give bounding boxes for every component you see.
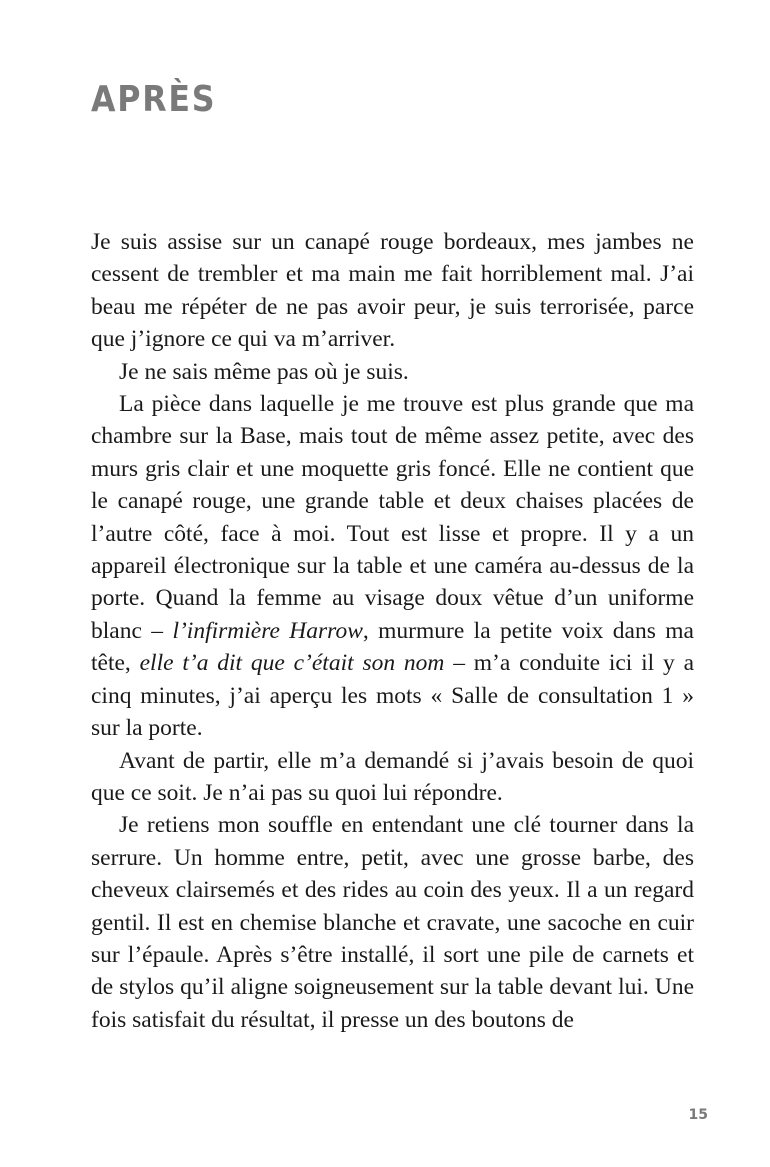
text-segment: Je ne sais même pas où je suis. — [119, 358, 409, 385]
paragraph — [91, 356, 694, 388]
text-segment: La pièce dans laquelle je me trouve est plus grande que ma chambre sur la Base, mais tout de même assez petite, avec des murs gris clair et une moquette gris foncé. Elle ne contient que le canapé rouge, une grande table et deux chaises placées de l’autre côté, face à moi. Tout est lisse et propre. Il y a un appareil électronique sur la table et une caméra au-dessus de la porte. Quand la femme au visage doux vêtue d’un uniforme blanc – — [91, 391, 694, 644]
chapter-title: APRÈS — [91, 79, 217, 120]
text-segment: , murmure la petite voix dans ma tête, — [91, 617, 694, 677]
text-segment: Je suis assise sur un canapé rouge bordeaux, mes jambes ne cessent de trembler et ma main me fait horriblement mal. J’ai beau me répéter de ne pas avoir peur, je suis terrorisée, parce que j’ignore ce qui va m’arriver. — [91, 229, 694, 353]
paragraph — [91, 745, 694, 810]
text-segment: – m’a conduite ici il y a cinq minutes, j’ai aperçu les mots « Salle de consultation 1 » sur la porte. — [91, 650, 695, 742]
text-segment: Avant de partir, elle m’a demandé si j’avais besoin de quoi que ce soit. Je n’ai pas su quoi lui répondre. — [91, 747, 694, 806]
italic-segment: l’infirmière Harrow — [172, 617, 363, 644]
paragraph — [91, 809, 694, 1036]
paragraph — [91, 388, 694, 744]
paragraph — [91, 226, 694, 356]
text-segment: Je retiens mon souffle en entendant une clé tourner dans la serrure. Un homme entre, petit, avec une grosse barbe, des cheveux clairsemés et des rides au coin des yeux. Il a un regard gentil. Il est en chemise blanche et cravate, une sacoche en cuir sur l’épaule. Après s’être installé, il sort une pile de carnets et de stylos qu’il aligne soigneusement sur la table devant lui. Une fois satisfait du résultat, il presse un des boutons de — [91, 812, 694, 1033]
page-number: 15 — [688, 1107, 708, 1123]
body-text — [91, 226, 694, 1036]
italic-segment: elle t’a dit que c’était son nom — [139, 650, 445, 677]
